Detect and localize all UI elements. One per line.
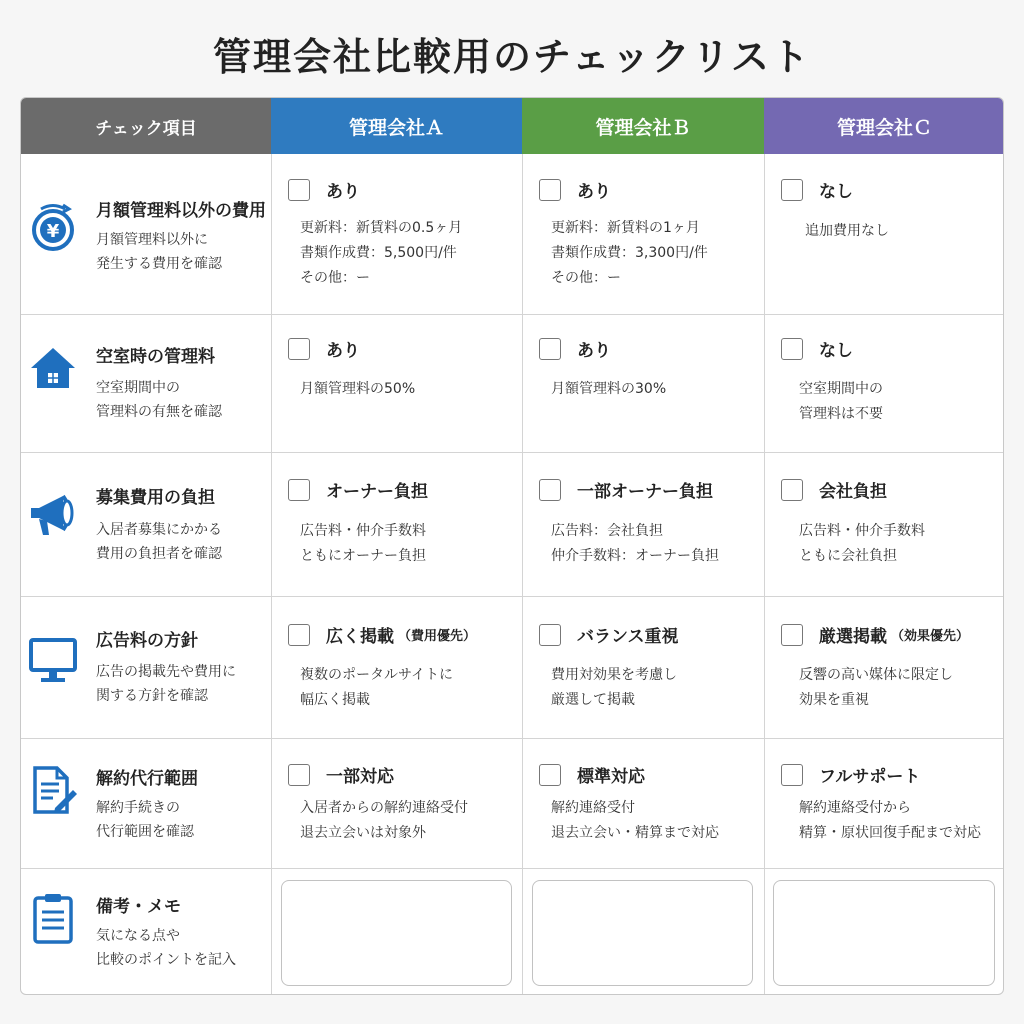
option-label: あり: [577, 341, 611, 361]
row-item-cell: [21, 154, 271, 314]
option-description: 反響の高い媒体に限定し 効果を重視: [799, 667, 953, 708]
option-description: 複数のポータルサイトに 幅広く掲載: [300, 667, 454, 708]
document-pen-icon: [27, 764, 79, 816]
option-label: 標準対応: [577, 767, 645, 787]
checkbox[interactable]: [539, 624, 561, 646]
option-label: 会社負担: [819, 482, 887, 502]
option-label: 厳選掲載: [819, 627, 887, 647]
row-title: 広告料の方針: [96, 631, 198, 651]
option-description: 更新料：新賃料の1ヶ月 書類作成費：3,300円/件 その他：ー: [551, 220, 708, 286]
row-title: 解約代行範囲: [96, 769, 198, 789]
checkbox[interactable]: [539, 179, 561, 201]
option-label: バランス重視: [577, 627, 679, 647]
company-a-cell: [272, 452, 522, 596]
row-item-cell: [21, 596, 271, 738]
company-c-cell: [765, 154, 1004, 314]
row-title: 空室時の管理料: [96, 347, 215, 367]
option-description: 広告料・仲介手数料 ともに会社負担: [799, 523, 925, 564]
memo-field-company-c[interactable]: [773, 880, 995, 986]
header-company-b: 管理会社Ｂ: [522, 98, 764, 154]
option-description: 解約連絡受付から 精算・原状回復手配まで対応: [799, 800, 981, 841]
option-description: 広告料：会社負担 仲介手数料：オーナー負担: [551, 523, 719, 564]
option-sublabel: （効果優先）: [891, 629, 970, 644]
company-b-cell: [523, 596, 764, 738]
option-sublabel: （費用優先）: [398, 629, 477, 644]
checkbox[interactable]: [288, 764, 310, 786]
company-a-cell: [272, 738, 522, 868]
company-c-cell: [765, 738, 1004, 868]
option-description: 費用対効果を考慮し 厳選して掲載: [551, 667, 677, 708]
checkbox[interactable]: [781, 338, 803, 360]
comparison-table: [20, 97, 1004, 995]
company-b-cell: [523, 738, 764, 868]
option-label: 広く掲載: [326, 627, 394, 647]
company-c-cell: [765, 596, 1004, 738]
company-a-cell: [272, 154, 522, 314]
yen-clock-icon: [27, 200, 79, 252]
row-description: 気になる点や 比較のポイントを記入: [96, 928, 236, 968]
memo-field-company-a[interactable]: [281, 880, 512, 986]
company-b-cell: [523, 154, 764, 314]
company-c-cell: [765, 452, 1004, 596]
header-company-a: 管理会社Ａ: [271, 98, 522, 154]
option-description: 月額管理料の50%: [300, 381, 416, 397]
option-description: 月額管理料の30%: [551, 381, 667, 397]
checkbox[interactable]: [539, 764, 561, 786]
checkbox[interactable]: [781, 764, 803, 786]
option-label: なし: [819, 182, 853, 202]
row-title: 備考・メモ: [96, 897, 181, 917]
checkbox[interactable]: [288, 338, 310, 360]
option-description: 空室期間中の 管理料は不要: [799, 381, 883, 422]
monitor-icon: [27, 634, 79, 686]
megaphone-icon: [27, 488, 79, 540]
option-description: 広告料・仲介手数料 ともにオーナー負担: [300, 523, 426, 564]
option-label: あり: [326, 341, 360, 361]
checkbox[interactable]: [539, 338, 561, 360]
row-item-cell: [21, 314, 271, 452]
row-title: 募集費用の負担: [96, 488, 215, 508]
option-label: 一部対応: [326, 767, 394, 787]
option-label: 一部オーナー負担: [577, 482, 713, 502]
row-title: 月額管理料以外の費用: [96, 201, 266, 221]
option-label: あり: [326, 182, 360, 202]
header-check-item: チェック項目: [21, 98, 271, 154]
company-b-cell: [523, 314, 764, 452]
row-description: 月額管理料以外に 発生する費用を確認: [96, 232, 222, 272]
option-label: あり: [577, 182, 611, 202]
checkbox[interactable]: [781, 624, 803, 646]
option-description: 解約連絡受付 退去立会い・精算まで対応: [551, 800, 719, 841]
option-label: フルサポート: [819, 767, 921, 787]
row-description: 広告の掲載先や費用に 関する方針を確認: [96, 664, 236, 704]
memo-field-company-b[interactable]: [532, 880, 753, 986]
row-description: 入居者募集にかかる 費用の負担者を確認: [96, 522, 222, 562]
page-title: 管理会社比較用のチェックリスト: [212, 35, 812, 79]
row-item-cell: [21, 868, 271, 995]
clipboard-icon: [27, 892, 79, 944]
checkbox[interactable]: [539, 479, 561, 501]
option-label: なし: [819, 341, 853, 361]
house-icon: [27, 342, 79, 394]
row-description: 空室期間中の 管理料の有無を確認: [96, 380, 222, 420]
option-label: オーナー負担: [326, 482, 428, 502]
company-b-cell: [523, 452, 764, 596]
row-item-cell: [21, 738, 271, 868]
option-description: 更新料：新賃料の0.5ヶ月 書類作成費：5,500円/件 その他：ー: [300, 220, 463, 286]
option-description: 追加費用なし: [805, 223, 889, 239]
company-a-cell: [272, 314, 522, 452]
checkbox[interactable]: [288, 479, 310, 501]
svg-text:¥: ¥: [46, 221, 60, 242]
option-description: 入居者からの解約連絡受付 退去立会いは対象外: [300, 800, 468, 841]
header-company-c: 管理会社Ｃ: [764, 98, 1004, 154]
checkbox[interactable]: [781, 179, 803, 201]
checkbox[interactable]: [288, 179, 310, 201]
row-description: 解約手続きの 代行範囲を確認: [96, 800, 194, 840]
row-item-cell: [21, 452, 271, 596]
company-c-cell: [765, 314, 1004, 452]
checkbox[interactable]: [288, 624, 310, 646]
company-a-cell: [272, 596, 522, 738]
checkbox[interactable]: [781, 479, 803, 501]
